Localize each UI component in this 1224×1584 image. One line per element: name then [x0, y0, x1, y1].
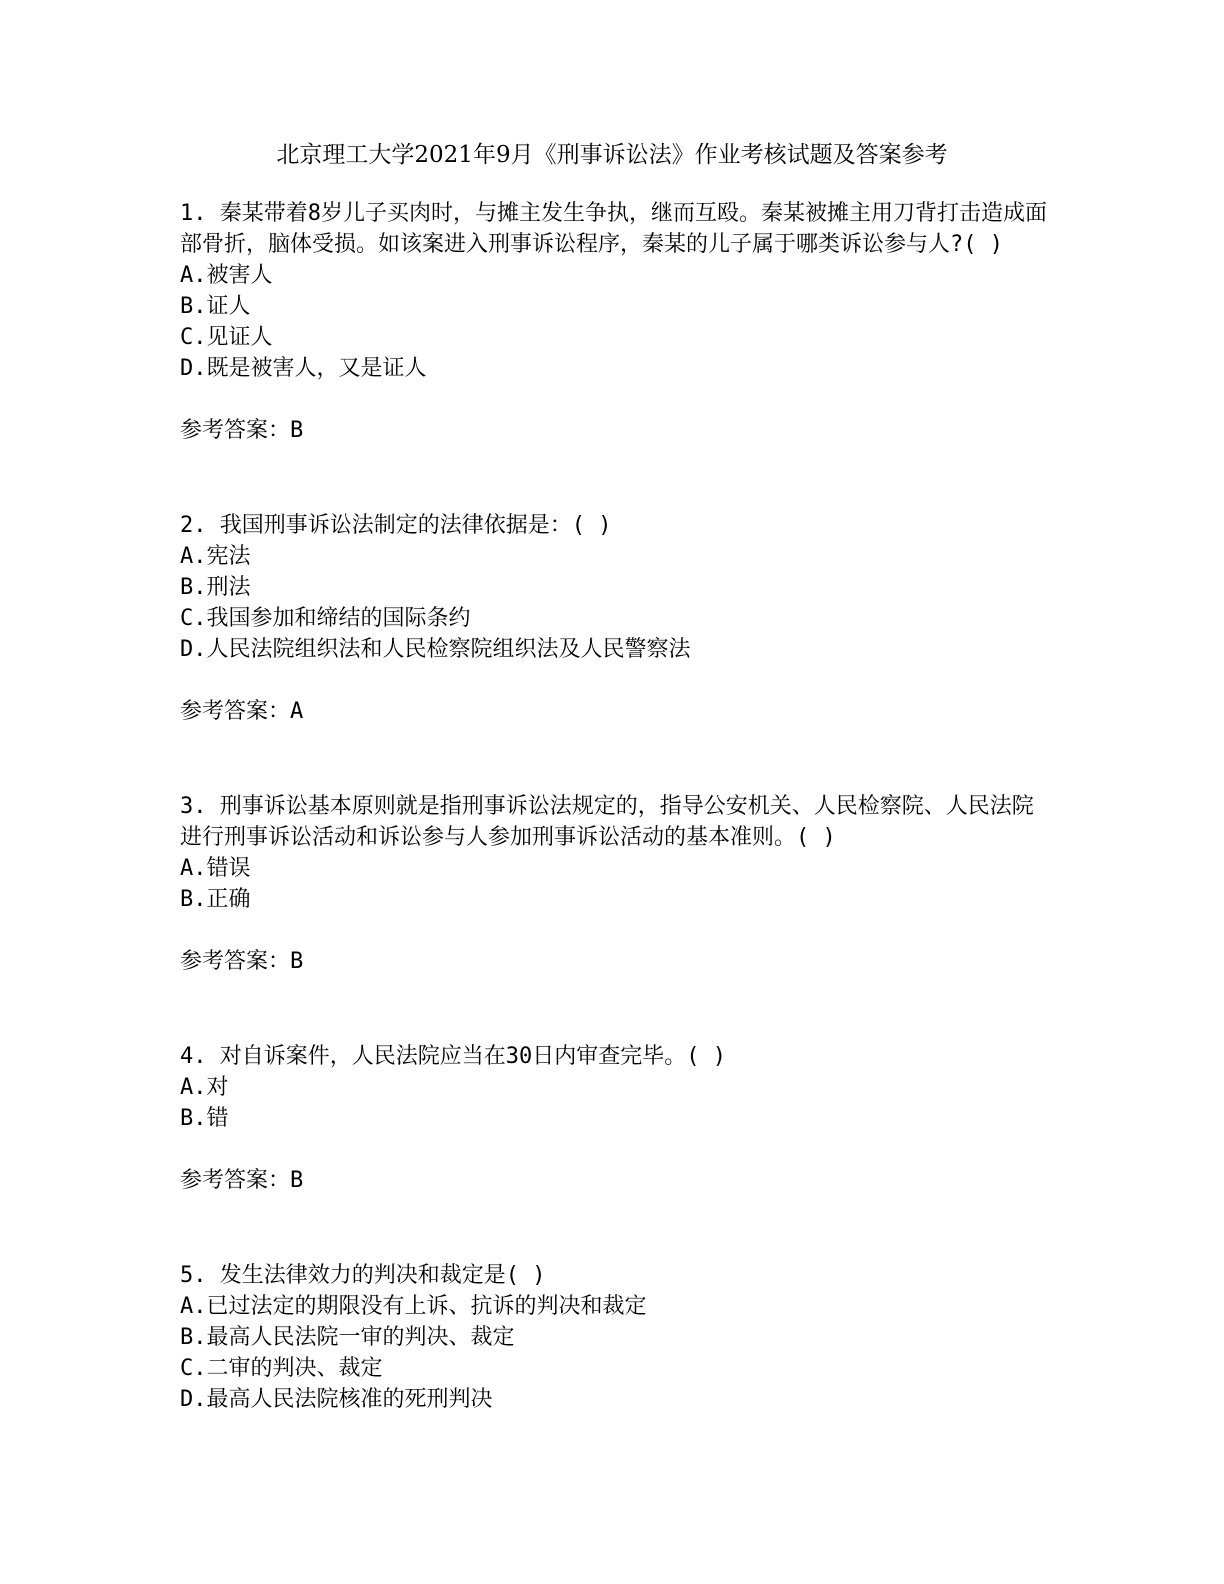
reference-answer: 参考答案：A — [180, 699, 304, 724]
option-a: A.错误 — [180, 856, 251, 881]
option-b: B.证人 — [180, 294, 251, 319]
option-d: D.既是被害人，又是证人 — [180, 356, 427, 381]
question-text: 1. 秦某带着8岁儿子买肉时，与摊主发生争执，继而互殴。秦某被摊主用刀背打击造成面部骨折，脑体受损。如该案进入刑事诉讼程序，秦某的儿子属于哪类诉讼参与人?( ) — [180, 201, 1047, 257]
option-c: C.见证人 — [180, 325, 273, 350]
option-a: A.被害人 — [180, 263, 273, 288]
option-c: C.我国参加和缔结的国际条约 — [180, 606, 471, 631]
reference-answer: 参考答案：B — [180, 1168, 304, 1193]
option-b: B.正确 — [180, 887, 251, 912]
option-a: A.宪法 — [180, 544, 251, 569]
option-b: B.刑法 — [180, 575, 251, 600]
question-text: 2. 我国刑事诉讼法制定的法律依据是：( ) — [180, 513, 612, 538]
question-text: 3. 刑事诉讼基本原则就是指刑事诉讼法规定的，指导公安机关、人民检察院、人民法院进行刑事诉讼活动和诉讼参与人参加刑事诉讼活动的基本准则。( ) — [180, 794, 1034, 850]
option-c: C.二审的判决、裁定 — [180, 1356, 383, 1381]
option-d: D.人民法院组织法和人民检察院组织法及人民警察法 — [180, 637, 691, 662]
reference-answer: 参考答案：B — [180, 418, 304, 443]
question-2 — [180, 510, 1050, 727]
question-4 — [180, 1041, 1050, 1196]
question-3 — [180, 791, 1050, 977]
question-text: 5. 发生法律效力的判决和裁定是( ) — [180, 1263, 546, 1288]
page-title: 北京理工大学2021年9月《刑事诉讼法》作业考核试题及答案参考 — [276, 142, 948, 168]
option-a: A.对 — [180, 1075, 229, 1100]
option-b: B.错 — [180, 1106, 229, 1131]
question-1 — [180, 198, 1050, 446]
question-text: 4. 对自诉案件，人民法院应当在30日内审查完毕。( ) — [180, 1044, 726, 1069]
reference-answer: 参考答案：B — [180, 949, 304, 974]
option-a: A.已过法定的期限没有上诉、抗诉的判决和裁定 — [180, 1294, 647, 1319]
option-b: B.最高人民法院一审的判决、裁定 — [180, 1325, 515, 1350]
question-list — [180, 198, 1050, 1415]
option-d: D.最高人民法院核准的死刑判决 — [180, 1387, 493, 1412]
question-5 — [180, 1260, 1050, 1415]
